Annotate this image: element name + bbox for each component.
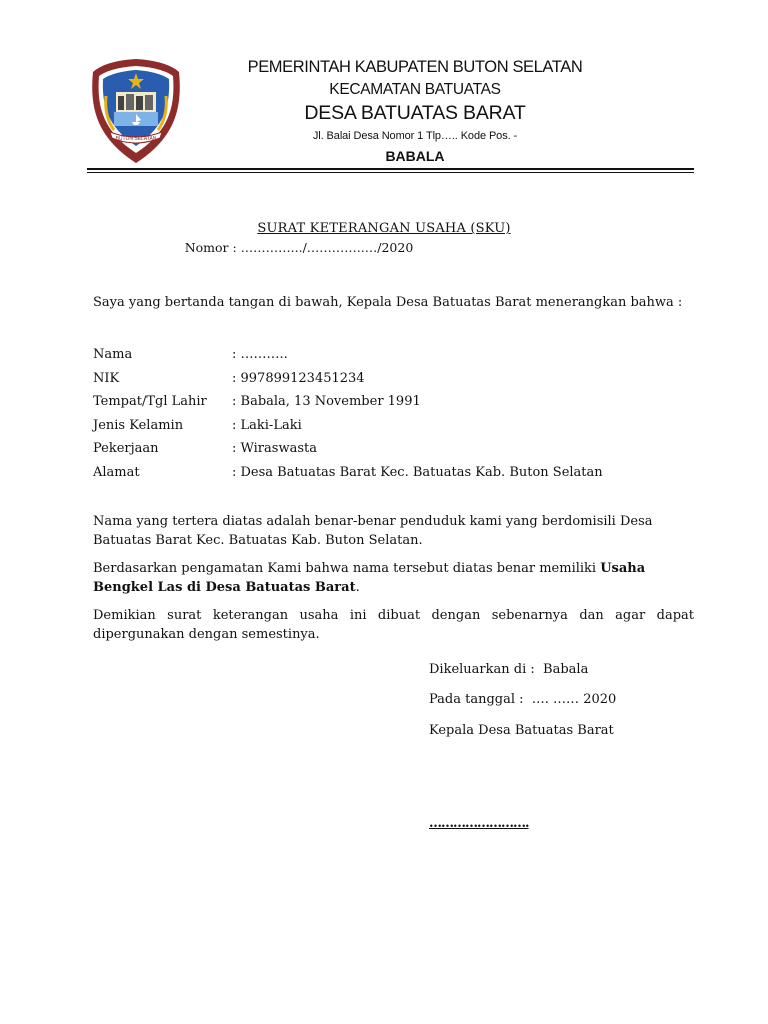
domicile-paragraph: Nama yang tertera diatas adalah benar-benar penduduk kami yang berdomisili Desa Batuatas Barat Kec. Batuatas Kab. Buton Selatan. [93,514,653,548]
identity-list [93,346,603,487]
signer-position: Kepala Desa Batuatas Barat [429,723,614,738]
closing-paragraph: Demikian surat keterangan usaha ini dibuat dengan sebenarnya dan agar dapat dipergunakan dengan semestinya. [93,608,694,642]
document-number [90,240,678,255]
identity-row-nik [93,370,603,394]
signature-line: ……………………. [429,816,529,831]
identity-value: : Laki-Laki [232,417,302,433]
opening-paragraph: Saya yang bertanda tangan di bawah, Kepala Desa Batuatas Barat menerangkan bahwa : [93,295,683,310]
document-title: SURAT KETERANGAN USAHA (SKU) [257,221,511,236]
date-value: …. …… 2020 [531,692,617,707]
business-name: Usaha Bengkel Las di Desa Batuatas Barat [93,561,646,595]
kop-divider-thick [87,168,694,170]
identity-row-nama [93,346,603,370]
kop-address: Jl. Balai Desa Nomor 1 Tlp….. Kode Pos. - [312,130,518,142]
issued-value: Babala [543,662,589,677]
identity-value: : Babala, 13 November 1991 [232,394,421,409]
business-paragraph [93,559,694,597]
identity-label: Tempat/Tgl Lahir [93,394,207,409]
business-paragraph-end: . [355,580,360,595]
issued-date [429,692,616,707]
identity-row-address [93,464,603,488]
identity-row-job [93,440,603,464]
kop-divider-thin [87,172,694,173]
identity-label: Jenis Kelamin [93,417,184,433]
identity-value: : Desa Batuatas Barat Kec. Batuatas Kab. Buton Selatan [232,464,603,480]
identity-row-gender [93,417,603,441]
business-paragraph-text: Berdasarkan pengamatan Kami bahwa nama tersebut diatas benar memiliki [93,561,601,576]
identity-value: : Wiraswasta [232,441,317,456]
identity-label: NIK [93,370,120,386]
identity-value: : 997899123451234 [232,370,365,386]
identity-label: Nama [93,347,133,362]
issued-label: Dikeluarkan di : [429,662,535,677]
identity-row-ttl [93,393,603,417]
kop-line-kecamatan: KECAMATAN BATUATAS [329,81,501,98]
identity-label: Alamat [93,464,140,480]
date-label: Pada tanggal : [429,692,524,707]
kop-line-desa: DESA BATUATAS BARAT [304,102,526,124]
kop-place: BABALA [385,148,445,164]
document-number-text: Nomor : ………….../…………..…/2020 [184,240,414,255]
logo-ribbon-text: BUTON SELATAN [115,136,157,142]
kabupaten-logo [88,56,184,166]
identity-label: Pekerjaan [93,441,159,456]
kop-line-pemerintah: PEMERINTAH KABUPATEN BUTON SELATAN [247,58,583,76]
identity-value: : ……….. [232,347,288,362]
issued-place [429,662,588,677]
